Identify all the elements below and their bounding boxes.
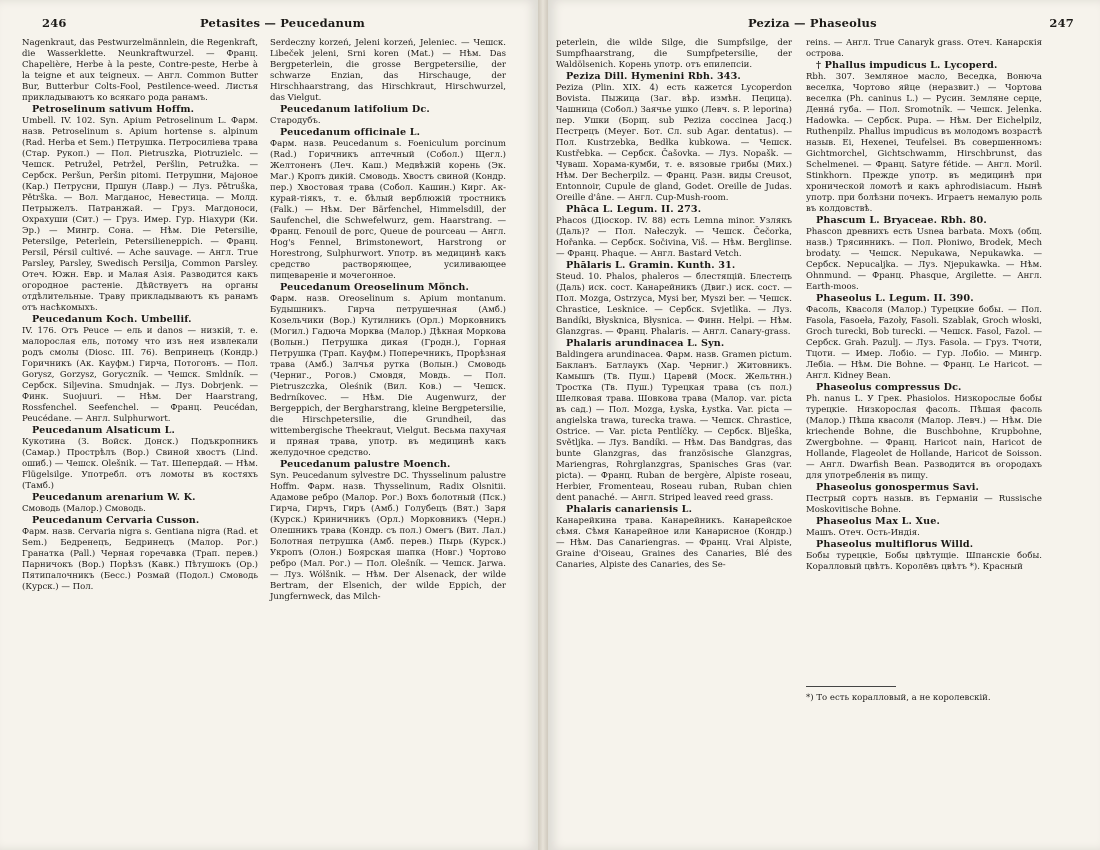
entry-text: Фасоль, Квасоля (Малор.) Турецкие бобы. — Пол. Fasola, Fasoeła, Fazoły, Fasoli. Szablak, Groch włoski, Groch turecki, Bob turecki. — Чешск. Fasol, Fazol. — Сербск. Grah. Pazulj. — Луз. Fasola. — Груз. Тчоти, Тцоти. — Имер. Лобіо. — Гур. Лобіо. — Мингр. Лебіа. — Нѣм. Die Bohne. — Франц. Le Haricot. — Англ. Kidney Bean. (806, 305, 1042, 381)
entry-text: Пестрый сортъ назыв. въ Германіи — Russische Moskovitische Bohne. (806, 494, 1042, 515)
entry-text: Serdeczny korzeń, Jeleni korzeń, Jeleniec. — Чешск. Libeček jeleni, Srni koren (Mat.) — Нѣм. Das Bergpeterlein, die grosse Bergpetersilie, der schwarze Enzian, das Hirschauge, der Hirschhaarstrang, das Hirschkraut, Hirschwurzel, das Vielgut. (270, 38, 506, 103)
entry-text: Кукотина (З. Войск. Донск.) Подъкропникъ (Самар.) Прострѣлъ (Вор.) Свиной хвостъ (Lind. ошиб.) — Чешск. Olešnik. — Тат. Шепердай. — Нѣм. Flügelsilge. Употребл. отъ ломоты въ костяхъ (Тамб.) (22, 437, 258, 491)
entry-heading: Peucedanum Oreoselinum Mönch. (280, 282, 469, 293)
entry-heading: Peucedanum officinale L. (280, 127, 421, 138)
footnote: *) То есть коралловый, а не королевскій. (806, 693, 991, 703)
gutter (538, 0, 548, 850)
entry-text: Стародубъ. (270, 116, 321, 126)
entry-text: Фарм. назв. Peucedanum s. Foeniculum porcinum (Rad.) Горичникъ аптечный (Собол.) Щегл.) Желтоненъ (Леч. Каш.) Медвѣжій корень (Эк. Маг.) Кропъ дикій. Смоводь. Хвостъ свиной (Кондр. пер.) Хвостовая трава (Собол. Кашин.) Кирг. Ак-курай-тіякъ, т. е. бѣлый верблюжій тростникъ (Falk.) — Нѣм. Der Bärfenchel, Himmelsdill, der Saufenchel, die Schwefelwurz, gem. Haarstrang. — Франц. Fenouil de porc, Queue de pourceau — Англ. Hog's Fennel, Brimstonewort, Harstrong or Horestrong, Sulphurwort. Употр. въ медицинѣ какъ средство растворяющее, усиливающее пищевареніе и мочегонное. (270, 139, 506, 281)
text-column (270, 38, 506, 603)
entry-heading: Peucedanum Cervaria Cusson. (32, 515, 200, 526)
footnote-rule (806, 686, 896, 687)
entry-text: Baldingera arundinacea. Фарм. назв. Gramen pictum. Бакланъ. Батлаукъ (Хар. Черниг.) Житовникъ. Камышъ (Тв. Пуш.) Царевй (Моск. Жельтнн.) Тростка (Тв. Пуш.) Турецкая трава (съ пол.) Шелковая трава. Шовкова трава (Малор. var. picta въ сад.) — Пол. Mozga, Łyska, Łystka. Var. picta — angielska trawa, turecka trawa. — Чешск. Chrastice, Ostrice. — Var. picta Pentlíčky. — Сербск. Blješka, Světljka. — Луз. Bandíki. — Нѣм. Das Bandgras, das bunte Glanzgras, das französische Glanzgras, Mariengras, Rohrglanzgras, Spanisches Gras (var. picta). — Франц. Ruban de bergère, Alpiste roseau, Herbier, Fromenteau, Roseau ruban, Ruban chien dent panaché. — Англ. Striped leaved reed grass. (556, 350, 792, 503)
entry-text: Бобы турецкіе, Бобы цвѣтущіе. Шпанскіе бобы. Коралловый цвѣтъ. Королёвъ цвѣтъ *). Красный (806, 551, 1042, 572)
text-column (22, 38, 258, 593)
entry-text: Фарм. назв. Cervaria nigra s. Gentiana nigra (Rad. et Sem.) Бедренецъ, Бедринецъ (Малор. Рог.) Гранатка (Pall.) Черная горечавка (Трап. перев.) Парничокъ (Вор.) Порѣзъ (Кавк.) Пѣтушокъ (Ор.) Пятипалочникъ (Бесс.) Розмай (Подол.) Смоводь (Курск.) — Пол. (22, 527, 258, 592)
text-column (556, 38, 792, 571)
entry-text: Канарейкина трава. Канарейникъ. Канарейское сѣмя. Сѣмя Канарейное или Канарисное (Кондр.) — Нѣм. Das Canariengras. — Франц. Vrai Alpiste, Graine d'Oiseau, Graines des Canaries, Blé des Canaries, Alpiste des Canaries, des Se- (556, 516, 792, 570)
entry-text: Фарм. назв. Oreoselinum s. Apium montanum. Будышникъ. Гирча петрушечная (Амб.) Козельчики (Вор.) Кутилникъ (Орл.) Морковникъ (Могил.) Гадюча Морква (Малор.) Дѣкная Моркова (Волын.) Петрушка дикая (Гродн.), Горная Петрушка (Трап. Кауфм.) Поперечникъ, Прорѣзная трава (Амб.) Залчья рутка (Волын.) Смоводь (Черниг., Рогов.) Смовдя, Мовдь. — Пол. Pietruszczka, Oleśnik (Вил. Ков.) — Чешск. Bedrníkovec. — Нѣм. Die Augenwurz, der Bergeppich, der Bergharstrang, kleine Bergpetersilie, die Hirschpetersilie, die Grundheil, das wittembergische Theekraut, Vielgut. Весьма пахучая и пряная трава, употр. въ медицинѣ какъ желудочное средство. (270, 294, 506, 458)
entry-heading: Peucedanum latifolium Dc. (280, 104, 430, 115)
page-number: 247 (1049, 16, 1074, 30)
entry-text: Phascon древнихъ есть Usnea barbata. Мохъ (общ. назв.) Трясинникъ. — Пол. Płoniwo, Brodek, Mech brodaty. — Чешск. Nepukawa, Nepukawka. — Сербск. Nepucaljka. — Луз. Njepukawka. — Нѣм. Ohnmund. — Франц. Phasque, Argilette. — Англ. Earth-moos. (806, 227, 1042, 292)
entry-heading: Peucedanum palustre Moench. (280, 459, 451, 470)
entry-text: Peziza (Plin. XIX. 4) есть кажется Lycoperdon Bovista. Пыжица (Заг. вѣр. измѣн. Пецица). Чашница (Собол.) Заячье ушко (Левч. s. P. leporina) пер. Ушки (Борщ. sub Peziza coccinea Jacq.) Пестрецъ (Меуег. Бот. Сл. sub Agar. dentatus). — Пол. Kustrzebka, Bedłka kubkowa. — Чешск. Kustřebka. — Сербск. Čašovka. — Луз. Nopašk. — Чуваш. Хорама-кумби, т. е. вязовые грибы (Мих.) Нѣм. Der Becherpilz. — Франц. Разн. виды Creusot, Entonnoir, Cupule de gland, Godet. Oreille de Judas. Oreille d'âne. — Англ. Cup-Mush-room. (556, 83, 792, 203)
entry-text: peterlein, die wilde Silge, die Sumpfsilge, der Sumpfhaarstrang, die Sumpfpetersilie, der Waldölsenich. Корень употр. отъ епилепсіи. (556, 38, 792, 70)
entry-heading: Phascum L. Bryaceae. Rbh. 80. (816, 215, 987, 226)
right-page (548, 0, 1100, 850)
running-head: Petasites — Peucedanum (200, 16, 365, 30)
entry-heading: Peucedanum arenarium W. K. (32, 492, 196, 503)
entry-heading: Peziza Dill. Hymenini Rbh. 343. (566, 71, 741, 82)
entry-heading: Peucedanum Koch. Umbellif. (32, 314, 192, 325)
text-column (806, 38, 1042, 573)
entry-heading: Phaseolus compressus Dc. (816, 382, 962, 393)
entry-heading: Phalaris arundinacea L. Syn. (566, 338, 725, 349)
entry-heading: Phaseolus gonospermus Savi. (816, 482, 980, 493)
entry-heading: Phalaris canariensis L. (566, 504, 693, 515)
entry-heading: Phaseolus multiflorus Willd. (816, 539, 974, 550)
entry-text: Rbh. 307. Земляное масло, Веседка, Вонюча веселка, Чортово яйце (неразвит.) — Чортова веселка (Ph. caninus L.) — Русин. Земляне серце, Деннá губа. — Пол. Sromotník. — Чешск. Jelenka. Hadowka. — Сербск. Рupa. — Нѣм. Der Eichelpilz, Ruthenpilz. Phallus impudicus въ молодомъ возрастѣ назыв. Ei, Hexenei, Teufelsei. Въ совершенномъ: Gichtmorchel, Gichtschwamm, Hirschbrunst, das Schelmenei. — Франц. Satyre fétide. — Англ. Moril. Stinkhorn. Прежде употр. въ медицинѣ при хронической ломотѣ и какъ aphrodisiacum. Нынѣ употр. при болѣзни почекъ. Играетъ немалую роль въ колдовствѣ. (806, 72, 1042, 214)
entry-text: Смоводь (Малор.) Смоводь. (22, 504, 146, 514)
entry-heading: Peucedanum Alsaticum L. (32, 425, 175, 436)
entry-text: reins. — Англ. True Canaryk grass. Отеч. Канарскія острова. (806, 38, 1042, 59)
entry-heading: † Phallus impudicus L. Lycoperd. (816, 60, 998, 71)
entry-heading: Phāca L. Legum. II. 273. (566, 204, 702, 215)
entry-text: Ph. nanus L. У Грек. Phasiolos. Низкорослые бобы турецкіе. Низкорослая фасоль. Пѣшая фасоль (Малор.) Пѣша квасоля (Малор. Левч.) — Нѣм. Die kriechende Bohne, die Buschbohne, Krupbohne, Zwergbohne. — Франц. Haricot nain, Haricot de Hollande, Flageolet de Hollande, Haricot de Soisson. — Англ. Dwarfish Bean. Разводится въ огородахъ для употребленія въ пищу. (806, 394, 1042, 481)
page-number: 246 (42, 16, 67, 30)
entry-text: Phacos (Діоскор. IV. 88) есть Lemna minor. Узлякъ (Даль)? — Пол. Nałeczyk. — Чешск. Čečorka, Hořanka. — Сербск. Sočivina, Viš. — Нѣм. Bergliпsе. — Франц. Phaque. — Англ. Bastard Vetch. (556, 216, 792, 259)
entry-heading: Phaseolus L. Legum. II. 390. (816, 293, 974, 304)
entry-heading: Phaseolus Max L. Xue. (816, 516, 941, 527)
entry-heading: Phālaris L. Gramin. Kunth. 31. (566, 260, 736, 271)
entry-text: Steud. 10. Phalos, phaleros — блестящій. Блестецъ (Даль) иск. сост. Канарейникъ (Двиг.) иск. сост. — Пол. Mozga, Ostrzyca, Mysi ber, Myszi ber. — Чешск. Chrastice, Lesknice. — Сербск. Svjetlika. — Луз. Bandíki, Błysknica, Błysnica. — Финн. Helpi. — Нѣм. Glanzgras. — Франц. Phalaris. — Англ. Canary-grass. (556, 272, 792, 337)
entry-heading: Petroselinum sativum Hoffm. (32, 104, 195, 115)
entry-text: Nagenkraut, das Pestwurzelmännlein, die Regenkraft, die Wasserklette. Neunkraftwurzel. — Франц. Chapelière, Herbe à la peste, Contre-peste, Herbe à la teigne et aux teigneux. — Англ. Common Butter Bur, Butterbur Colts-Fool, Pestilence-weed. Листья прикладываютъ ко всякаго рода ранамъ. (22, 38, 258, 103)
left-page (0, 0, 538, 850)
entry-text: Syn. Peucedanum sylvestre DC. Thysselinum palustre Hoffm. Фарм. назв. Thysselinum, Radix Olsnitii. Адамове ребро (Малор. Рог.) Вохъ болотный (Пск.) Гирча, Гирчъ, Гиръ (Амб.) Голубецъ (Вят.) Заря (Курск.) Криничникъ (Орл.) Морковникъ (Черн.) Олешникъ трава (Кондр. съ пол.) Омегъ (Вит. Лал.) Болотная петрушка (Амб. перев.) Пырь (Курск.) Укропъ (Олон.) Боярская шапка (Новг.) Чортово ребро (Мал. Рог.) — Пол. Olešník. — Чешск. Jarwa. — Луз. Wólšnik. — Нѣм. Der Alsenack, der wilde Bertram, der Elsenich, der wilde Eppich, der Jungfernweck, das Milch- (270, 471, 506, 602)
entry-text: Umbell. IV. 102. Syn. Apium Petroselinum L. Фарм. назв. Petroselinum s. Apium hortense s. alpinum (Rad. Herba et Sem.) Петрушка. Петросиліева трава (Стар. Рукоп.) — Пол. Pietruszka, Piotruzielc. — Чешск. Petružel, Petržel, Peršlin, Petružka. — Сербск. Peršun, Peršin pitomi. Петрушни, Мајоное (Кар.) Петрусни, Пршун (Лавр.) — Луз. Pětruška, Pětrška. — Вол. Магданос, Невестица. — Молд. Петрыжелъ. Патранжай. — Груз. Магдоноси, Охрахуши (Сит.) — Груз. Имер. Гур. Ніахури (Ки. Эр.) — Мингр. Сона. — Нѣм. Die Petersilie, Petersilge, Peterlein, Petersilieneppich. — Франц. Persil, Pérsil cultivé. — Ache sauvage. — Англ. True Parsley, Parsley, Swedisch Persilja, Common Parsley. Отеч. Южн. Евр. и Малая Азія. Разводится какъ огородное растеніе. Дѣйствуетъ на органы отдѣлительные. Траву прикладываютъ къ ранамъ отъ насѣкомыхъ. (22, 116, 258, 313)
running-head: Peziza — Phaseolus (748, 16, 877, 30)
entry-text: IV. 176. Отъ Peuce — ель и danos — низкій, т. е. малорослая ель, потому что изъ нея извлекали родъ смолы (Diosc. III. 76). Вепринецъ (Кондр.) Горичникъ (Ак. Кауфм.) Гирча, Потогонъ. — Пол. Gorysz, Gorzysz, Goryczník. — Чешск. Smldník. — Сербск. Siljevina. Smudnjak. — Луз. Dobrjenk. — Финк. Suojuuri. — Нѣм. Der Haarstrang, Rossfenchel. Seefenchel. — Франц. Peucédan, Peucédane. — Англ. Sulphurwort. (22, 326, 258, 424)
entry-text: Машъ. Отеч. Ость-Индія. (806, 528, 920, 538)
